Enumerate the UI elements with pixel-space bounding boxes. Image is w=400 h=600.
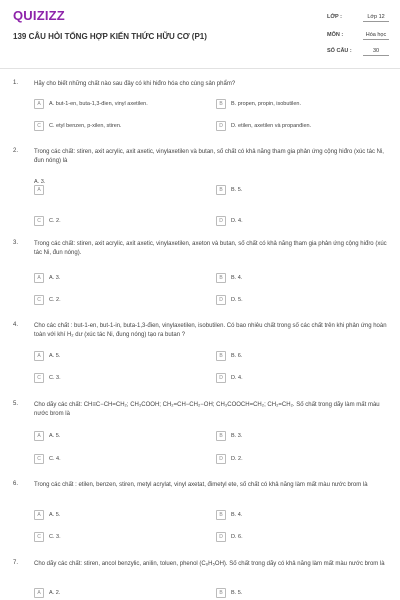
option-letter-box: A [34, 351, 44, 361]
option-text: D. 6. [231, 533, 243, 540]
option-letter-box: B [216, 588, 226, 598]
option-letter-box: D [216, 295, 226, 305]
question-text: Trong các chất: stiren, axit acrylic, axit axetic, vinylaxetilen, axeton và butan, số chất có khả năng tham gia phản ứng cộng hiđro (xúc tác Ni, đun nóng). [34, 241, 387, 256]
question-text: Hãy cho biết những chất nào sau đây có khi hiđro hóa cho cùng sản phẩm? [34, 81, 236, 87]
option-text: A. 5. [49, 432, 61, 439]
option-c[interactable] [34, 294, 61, 305]
option-a[interactable] [34, 272, 60, 283]
question-text: Cho các chất : but-1-en, but-1-in, buta-1,3-đien, vinylaxetilen, isobutilen. Có bao nhiêu chất trong số các chất trên khi phản ứng hoàn toàn với khí H₂ dư (xúc tác Ni, đung nóng) tạo ra butan ? [34, 323, 387, 338]
question-number: 2. [13, 148, 19, 154]
option-d[interactable] [216, 372, 243, 383]
option-letter-box: D [216, 454, 226, 464]
meta-subject-label: MÔN : [327, 32, 344, 38]
option-text: B. propen, propin, isobutilen. [231, 100, 302, 107]
option-b[interactable] [216, 184, 242, 195]
option-text: A. 3. [49, 274, 61, 281]
option-text: C. 4. [49, 455, 61, 462]
page-header [0, 0, 400, 66]
option-letter-box: B [216, 431, 226, 441]
option-text: A. 5. [49, 352, 61, 359]
option-letter-box: B [216, 273, 226, 283]
option-letter-box: B [216, 510, 226, 520]
option-text: C. 2. [49, 217, 61, 224]
option-text: B. 5. [231, 589, 243, 596]
option-text: A. 2. [49, 589, 61, 596]
option-b[interactable] [216, 98, 301, 109]
option-letter-box: C [34, 216, 44, 226]
option-d[interactable] [216, 531, 243, 542]
option-text: C. 3. [49, 533, 61, 540]
option-c[interactable] [34, 372, 61, 383]
option-letter-box: D [216, 121, 226, 131]
option-d[interactable] [216, 294, 243, 305]
option-letter-box: C [34, 532, 44, 542]
option-b[interactable] [216, 587, 242, 598]
option-a[interactable] [34, 430, 60, 441]
question-number: 3. [13, 240, 19, 246]
question-number: 1. [13, 80, 19, 86]
option-a[interactable] [34, 509, 60, 520]
option-a[interactable] [34, 587, 60, 598]
option-text: B. 4. [231, 511, 243, 518]
question-number: 7. [13, 560, 19, 566]
option-letter-box: C [34, 121, 44, 131]
option-text: D. 5. [231, 296, 243, 303]
option-c[interactable] [34, 531, 61, 542]
option-text: A. 3. [34, 178, 46, 185]
option-text: B. 6. [231, 352, 243, 359]
option-b[interactable] [216, 509, 242, 520]
option-text: A. 5. [49, 511, 61, 518]
option-c[interactable] [34, 215, 61, 226]
option-letter-box: A [34, 99, 44, 109]
option-text: C. etyl benzen, p-xilen, stiren. [49, 122, 122, 129]
meta-class-value: Lớp 12 [363, 14, 389, 22]
option-letter-box: B [216, 99, 226, 109]
option-letter-box: D [216, 532, 226, 542]
option-text: D. 4. [231, 217, 243, 224]
meta-subject-value: Hóa học [363, 32, 389, 40]
question-number: 4. [13, 322, 19, 328]
meta-class-label: LỚP : [327, 14, 342, 20]
option-b[interactable] [216, 350, 242, 361]
option-d[interactable] [216, 453, 243, 464]
option-c[interactable] [34, 453, 61, 464]
quiz-title: 139 CÂU HỎI TỔNG HỢP KIẾN THỨC HỮU CƠ (P1) [13, 32, 207, 41]
option-a[interactable] [34, 178, 60, 193]
option-d[interactable] [216, 120, 311, 131]
option-text: C. 3. [49, 374, 61, 381]
option-letter-box: A [34, 510, 44, 520]
option-letter-box: D [216, 216, 226, 226]
question-text: Trong các chất: stiren, axit acrylic, axit axetic, vinylaxetilen và butan, số chất có khả năng tham gia phản ứng cộng hiđro (xúc tác Ni, đun nóng) là [34, 149, 384, 164]
option-a[interactable] [34, 98, 148, 109]
option-text: D. 2. [231, 455, 243, 462]
question-number: 6. [13, 481, 19, 487]
quizizz-logo: QUIZIZZ [13, 8, 65, 23]
option-text: A. but-1-en, buta-1,3-đien, vinyl axetilen. [49, 100, 148, 107]
option-letter-box: D [216, 373, 226, 383]
option-c[interactable] [34, 120, 121, 131]
option-text: B. 3. [231, 432, 243, 439]
option-letter-box: C [34, 295, 44, 305]
option-letter-box: A [34, 431, 44, 441]
question-text: Cho dãy các chất: stiren, ancol benzylic, anilin, toluen, phenol (C₆H₅OH). Số chất trong dãy có khả năng làm mất màu nước brom là [34, 561, 385, 567]
meta-count-label: SỐ CÂU : [327, 48, 352, 54]
option-letter-box: A [34, 185, 44, 195]
option-b[interactable] [216, 272, 242, 283]
question-number: 5. [13, 401, 19, 407]
option-text: C. 2. [49, 296, 61, 303]
option-letter-box: C [34, 373, 44, 383]
option-letter-box: A [34, 273, 44, 283]
option-text: D. etilen, axetilen và propanđien. [231, 122, 312, 129]
option-a[interactable] [34, 350, 60, 361]
option-text: B. 5. [231, 186, 243, 193]
option-text: B. 4. [231, 274, 243, 281]
meta-count-value: 30 [363, 48, 389, 56]
option-letter-box: B [216, 185, 226, 195]
question-text: Cho dãy các chất: CH≡C−CH=CH₂; CH₃COOH; CH₂=CH−CH₂−OH; CH₃COOCH=CH₂; CH₂=CH₂. Số chất trong dãy làm mất màu nước brom là [34, 402, 380, 417]
option-d[interactable] [216, 215, 243, 226]
option-letter-box: A [34, 588, 44, 598]
question-text: Trong các chất : etilen, benzen, stiren, metyl acrylat, vinyl axetat, đimetyl ete, số chất có khả năng làm mất màu nước brom là [34, 482, 368, 488]
option-b[interactable] [216, 430, 242, 441]
header-divider [0, 68, 400, 69]
option-letter-box: B [216, 351, 226, 361]
option-text: D. 4. [231, 374, 243, 381]
option-letter-box: C [34, 454, 44, 464]
